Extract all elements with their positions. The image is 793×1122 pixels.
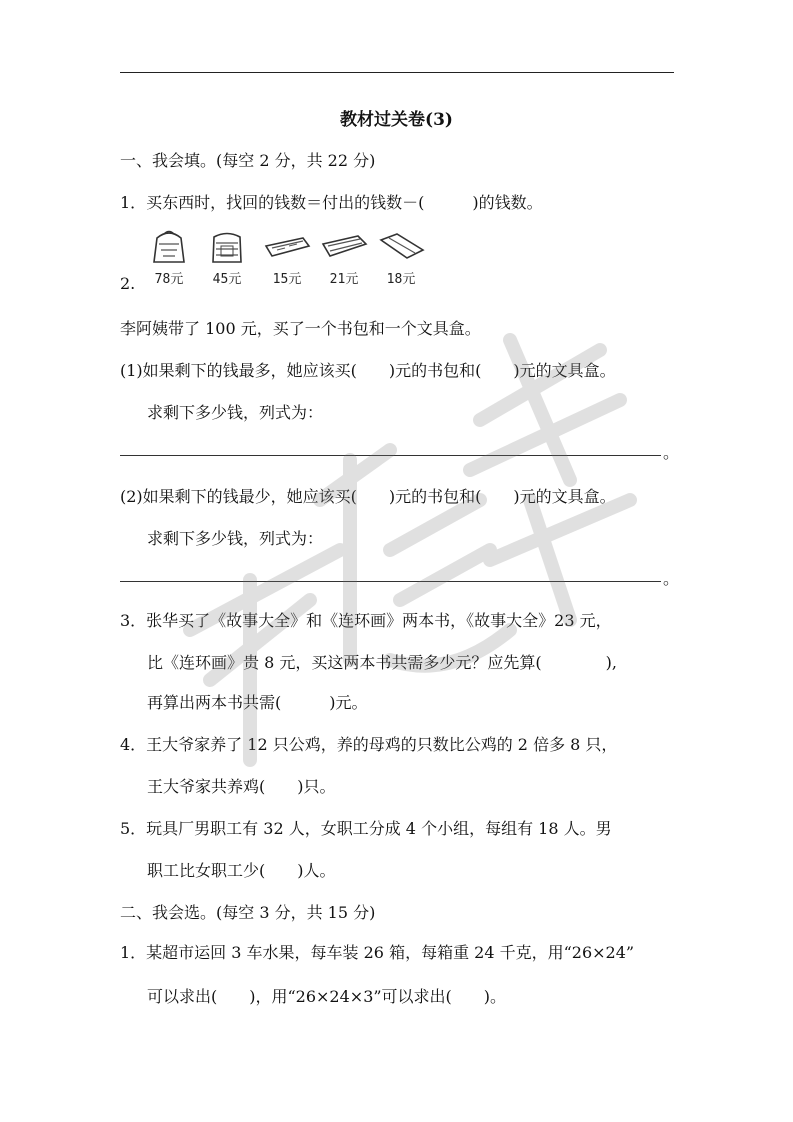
section2-heading: 二、我会选。(每空 3 分，共 15 分) — [120, 903, 376, 922]
answer-line-2[interactable] — [120, 581, 661, 582]
question-5-line-1: 5．玩具厂男职工有 32 人，女职工分成 4 个小组，每组有 18 人。男 — [120, 819, 612, 838]
question-4-line-1: 4．王大爷家养了 12 只公鸡，养的母鸡的只数比公鸡的 2 倍多 8 只， — [120, 735, 618, 754]
question-2-1: (1)如果剩下的钱最多，她应该买( )元的书包和( )元的文具盒。 — [120, 361, 616, 380]
item-backpack-78 — [140, 228, 198, 288]
question-5-line-2: 职工比女职工少( )人。 — [147, 861, 336, 880]
answer-line-2-period: 。 — [663, 569, 680, 588]
backpack-icon — [149, 228, 189, 266]
item-price: 15元 — [272, 272, 302, 287]
item-price: 78元 — [154, 272, 184, 287]
question-2-2-formula-label: 求剩下多少钱，列式为： — [147, 529, 324, 548]
question-4-line-2: 王大爷家共养鸡( )只。 — [147, 777, 336, 796]
question-2-text: 李阿姨带了 100 元，买了一个书包和一个文具盒。 — [120, 319, 481, 338]
question-2-2: (2)如果剩下的钱最少，她应该买( )元的书包和( )元的文具盒。 — [120, 487, 616, 506]
pencil-case-icon — [263, 228, 311, 266]
pencil-case-icon — [320, 228, 368, 266]
item-pencil-case-18 — [372, 228, 430, 288]
question-3-line-2: 比《连环画》贵 8 元，买这两本书共需多少元？应先算( ), — [147, 653, 617, 672]
item-price: 21元 — [329, 272, 359, 287]
item-backpack-45 — [198, 228, 256, 288]
answer-line-1-period: 。 — [663, 443, 680, 462]
question-1: 1．买东西时，找回的钱数＝付出的钱数－( )的钱数。 — [120, 193, 543, 212]
item-price: 18元 — [386, 272, 416, 287]
question-2-1-formula-label: 求剩下多少钱，列式为： — [147, 403, 324, 422]
section2-question-1-line-2: 可以求出( )，用“26×24×3”可以求出( )。 — [147, 987, 507, 1006]
section1-heading: 一、我会填。(每空 2 分，共 22 分) — [120, 151, 376, 170]
question-3-line-1: 3．张华买了《故事大全》和《连环画》两本书，《故事大全》23 元， — [120, 611, 612, 630]
backpack-icon — [207, 228, 247, 266]
pencil-case-icon — [377, 228, 425, 266]
question-2-number: 2. — [120, 274, 136, 293]
items-row — [140, 228, 440, 288]
page-title: 教材过关卷(3) — [340, 110, 453, 130]
header-rule — [120, 72, 674, 73]
answer-line-1[interactable] — [120, 455, 661, 456]
item-pencil-case-15 — [258, 228, 316, 288]
item-pencil-case-21 — [315, 228, 373, 288]
section2-question-1-line-1: 1．某超市运回 3 车水果，每车装 26 箱，每箱重 24 千克，用“26×24” — [120, 943, 635, 962]
item-price: 45元 — [212, 272, 242, 287]
question-3-line-3: 再算出两本书共需( )元。 — [147, 693, 368, 712]
